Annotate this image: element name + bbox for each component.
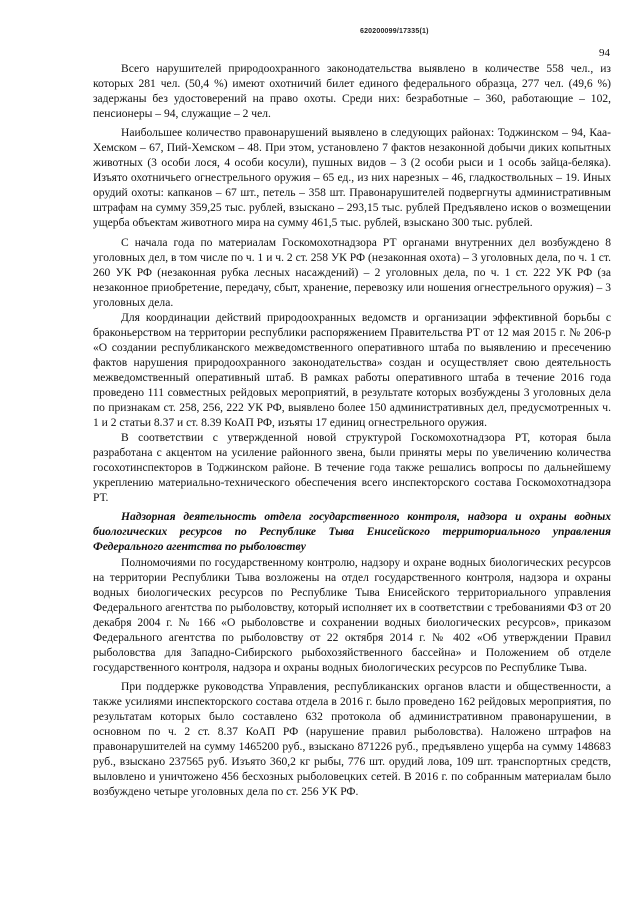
- document-id: 620200099/17335(1): [360, 28, 429, 35]
- document-body: [93, 62, 611, 800]
- paragraph-new-structure: В соответствии с утвержденной новой структурой Госкомохотнадзора РТ, которая была разработана с акцентом на усиление районного звена, были приняты меры по увеличению количества госохотинспекторов в Тоджинском районе. В течение года также решались вопросы по дальнейшему укреплению материально-технического обеспечения всего инспекторского состава Госкомохотнадзора РТ.: [93, 432, 611, 505]
- paragraph-fishery-authority: Полномочиями по государственному контролю, надзору и охране водных биологических ресурсов на территории Республики Тыва возложены на отдел государственного контроля, надзора и охраны водных биологических ресурсов по Республике Тыва Енисейского территориального управления Федерального агентства по рыболовству, который исполняет их в соответствии с требованиями ФЗ от 20 декабря 2004 г. № 166 «О рыболовстве и сохранении водных биологических ресурсов», приказом Федерального агентства по рыболовству от 22 октября 2014 г. № 402 «Об утверждении Правил рыболовства для Западно-Сибирского рыбохозяйственного бассейна» и Положением об отделе государственного контроля, надзора и охраны водных биологических ресурсов по Республике Тыва.: [93, 556, 611, 674]
- paragraph-criminal-cases: С начала года по материалам Госкомохотнадзора РТ органами внутренних дел возбуждено 8 уголовных дел, в том числе по ч. 1 и ч. 2 ст. 258 УК РФ (незаконная охота) – 3 уголовных дела, по ч. 1 ст. 260 УК РФ (незаконная рубка лесных насаждений) – 2 уголовных дела, по ч. 1 ст. 222 УК РФ (за незаконное приобретение, передачу, сбыт, хранение, перевозку или ношения огнестрельного оружия) – 3 уголовных дела.: [93, 236, 611, 309]
- paragraph-violations-by-district: Наибольшее количество правонарушений выявлено в следующих районах: Тоджинском – 94, Каа-Хемском – 67, Пий-Хемском – 48. При этом, установлено 7 фактов незаконной добычи диких копытных животных (3 особи лося, 4 особи косули), пушных видов – 3 (2 особи рыси и 1 особь зайца-беляка). Изъято охотничьего огнестрельного оружия – 65 ед., из них нарезных – 46, гладкоствольных – 19. Иных орудий охоты: капканов – 67 шт., петель – 358 шт. Правонарушителей подвергнуты административным штрафам на сумму 359,25 тыс. рублей, взыскано – 293,15 тыс. рублей Предъявлено исков о возмещении ущерба объектам животного мира на сумму 461,5 тыс. рублей, взыскано 300 тыс. рублей.: [93, 127, 611, 230]
- paragraph-violators-total: Всего нарушителей природоохранного законодательства выявлено в количестве 558 чел., из которых 281 чел. (50,4 %) имеют охотничий билет единого федерального образца, 277 чел. (49,6 %) задержаны без удостоверений на право охоты. Среди них: безработные – 360, работающие – 102, пенсионеры – 94, служащие – 2 чел.: [93, 63, 611, 121]
- page-number: 94: [599, 47, 610, 59]
- paragraph-operational-headquarters: Для координации действий природоохранных ведомств и организации эффективной борьбы с браконьерством на территории республики распоряжением Правительства РТ от 12 мая 2015 г. № 206-р «О создании республиканского межведомственного оперативного штаба по выявлению и пресечению фактов нарушения природоохранного законодательства» создан и осуществляет свою деятельность межведомственный оперативный штаб. В рамках работы оперативного штаба в течение 2016 года проведено 111 совместных рейдовых мероприятий, в результате которых возбуждены 3 уголовных дела по признакам ст. 258, 256, 222 УК РФ, выявлено более 150 административных дел, предусмотренных ч. 1 и 2 статьи 8.37 и ст. 8.39 КоАП РФ, изъяты 17 единиц огнестрельного оружия.: [93, 311, 611, 430]
- section-heading: Надзорная деятельность отдела государственного контроля, надзора и охраны водных биологических ресурсов по Республике Тыва Енисейского территориального управления Федерального агентства по рыболовству: [93, 511, 611, 554]
- paragraph-fishery-results: При поддержке руководства Управления, республиканских органов власти и общественности, а также усилиями инспекторского состава отдела в 2016 г. было проведено 162 рейдовых мероприятия, по результатам которых было составлено 632 протокола об административном правонарушении, в основном по ч. 2 ст. 8.37 КоАП РФ (нарушение правил рыболовства). Наложено штрафов на правонарушителей на сумму 1465200 руб., взыскано 871226 руб., предъявлено ущерба на сумму 148683 руб., взыскано 237565 руб. Изъято 360,2 кг рыбы, 776 шт. орудий лова, 109 шт. транспортных средств, выловлено и уничтожено 456 бесхозных рыболовецких сетей. В 2016 г. по собранным материалам было возбуждено четыре уголовных дела по ст. 256 УК РФ.: [93, 680, 611, 799]
